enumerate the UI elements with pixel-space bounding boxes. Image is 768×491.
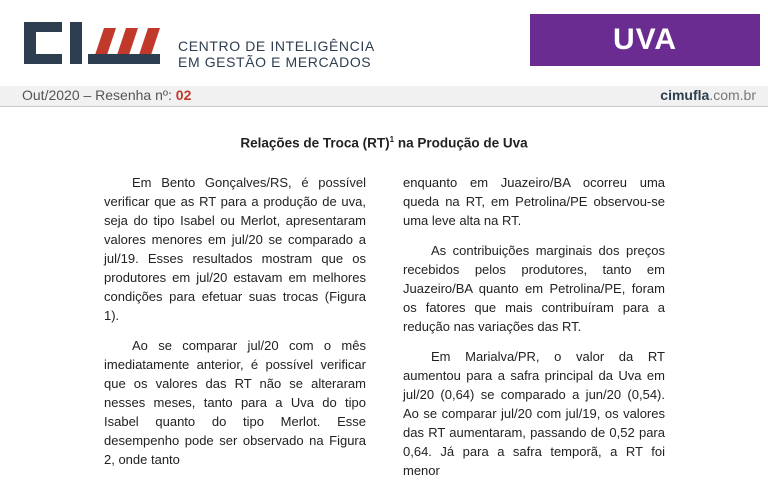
- edition-number: 02: [175, 87, 192, 103]
- product-label: UVA: [612, 23, 678, 56]
- product-badge: [530, 14, 760, 66]
- org-name: [178, 38, 375, 70]
- org-name-line2: EM GESTÃO E MERCADOS: [178, 54, 372, 70]
- title-footnote-ref[interactable]: 1: [389, 135, 395, 144]
- text-column-left: [104, 173, 366, 480]
- edition-info: [22, 87, 191, 103]
- page-title: [0, 135, 768, 151]
- paragraph: As contribuições marginais dos preços recebidos pelos produtores, tanto em Juazeiro/BA quanto em Petrolina/PE, foram os fatores que mais contribuíram para a redução nas variações das RT.: [403, 243, 665, 334]
- site-link[interactable]: [660, 87, 756, 103]
- org-name-line1: CENTRO DE INTELIGÊNCIA: [178, 38, 375, 54]
- site-domain: .com.br: [709, 87, 756, 103]
- paragraph: Em Marialva/PR, o valor da RT aumentou para a safra principal da Uva em jul/20 (0,64) se comparado a jun/20 (0,54). Ao se comparar jul/20 com jul/19, os valores das RT aumentaram, passando de 0,52 para 0,64. Já para a safra temporã, a RT foi menor: [403, 349, 665, 478]
- cim-logo: [22, 14, 172, 70]
- paragraph: enquanto em Juazeiro/BA ocorreu uma queda na RT, em Petrolina/PE observou-se uma leve alta na RT.: [403, 175, 665, 228]
- edition-bar: [0, 86, 768, 107]
- site-main: cimufla: [660, 87, 710, 103]
- paragraph: Em Bento Gonçalves/RS, é possível verificar que as RT para a produção de uva, seja do tipo Isabel ou Merlot, apresentaram valores menores em jul/20 se comparado a jul/19. Esses resultados mostram que os produtores em jul/20 estavam em melhores condições para efetuar suas trocas (Figura 1).: [104, 175, 366, 323]
- page-header: [0, 0, 768, 84]
- paragraph: Ao se comparar jul/20 com o mês imediatamente anterior, é possível verificar que os valores das RT não se alteraram nesses meses, tanto para a Uva do tipo Isabel quanto do tipo Merlot. Esse desempenho pode ser observado na Figura 2, onde tanto: [104, 338, 366, 467]
- text-column-right: [403, 173, 665, 491]
- title-suffix: na Produção de Uva: [394, 135, 528, 151]
- title-text: Relações de Troca (RT): [240, 135, 390, 151]
- edition-prefix: Out/2020 – Resenha nº:: [22, 87, 176, 103]
